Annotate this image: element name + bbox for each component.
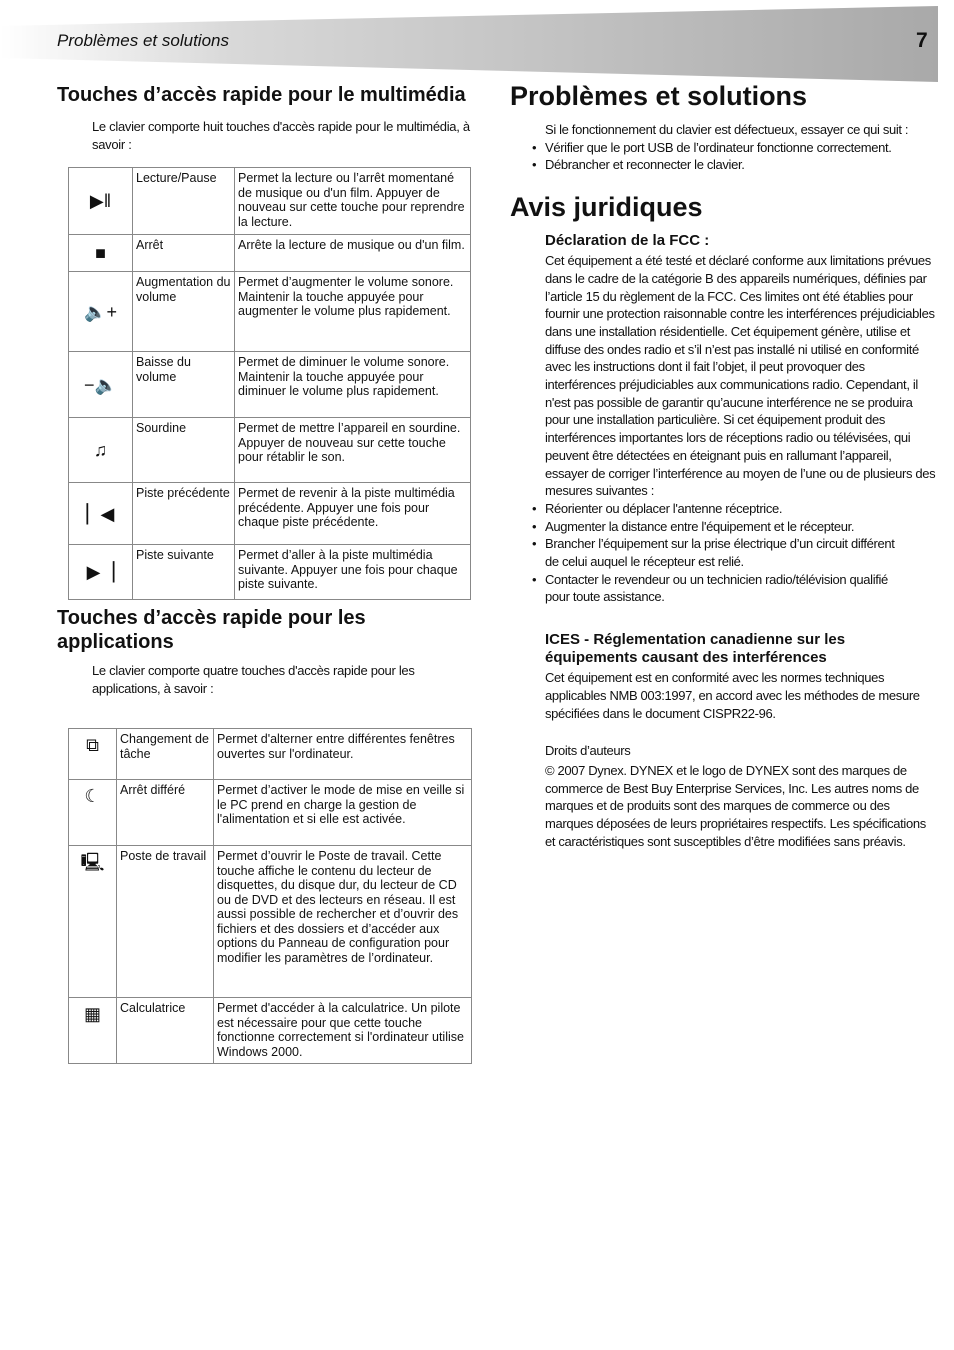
multimedia-keys-table xyxy=(68,167,471,600)
key-description: Permet de mettre l’appareil en sourdine. Appuyer de nouveau sur cette touche pour rétablir le son. xyxy=(235,418,471,483)
copyright-text: © 2007 Dynex. DYNEX et le logo de DYNEX sont des marques de commerce de Best Buy Enterprise Services, Inc. Les autres noms de marques et de produits sont des marques de commerce ou des marques déposées de leurs propriétaires respectifs. Les spécifications et caractéristiques sont susceptibles d’être modifiées sans préavis. xyxy=(545,762,926,849)
key-name: Augmentation du volume xyxy=(133,272,235,352)
left-column xyxy=(57,80,482,1064)
multimedia-key-row xyxy=(69,352,471,418)
key-icon-cell xyxy=(69,272,133,352)
key-name: Piste suivante xyxy=(133,545,235,600)
fcc-measures-list xyxy=(510,500,902,606)
key-description: Permet de revenir à la piste multimédia précédente. Appuyer une fois pour chaque piste précédente. xyxy=(235,483,471,545)
key-name: Changement de tâche xyxy=(117,729,214,780)
problem-list-item: • Vérifier que le port USB de l’ordinateur fonctionne correctement. xyxy=(510,139,935,157)
key-icon-cell xyxy=(69,780,117,846)
previous-track-icon: ▏◀ xyxy=(86,503,115,524)
task-switch-icon: ⧉ xyxy=(86,735,99,755)
key-icon-cell xyxy=(69,545,133,600)
multimedia-intro: Le clavier comporte huit touches d'accès rapide pour le multimédia, à savoir : xyxy=(92,119,470,152)
key-icon-cell xyxy=(69,418,133,483)
legal-heading: Avis juridiques xyxy=(510,192,703,223)
applications-heading: Touches d’accès rapide pour les applications xyxy=(57,607,366,653)
applications-intro: Le clavier comporte quatre touches d'accès rapide pour les applications, à savoir : xyxy=(92,663,415,696)
header-title: Problèmes et solutions xyxy=(57,31,229,50)
key-icon-cell xyxy=(69,352,133,418)
key-description: Permet d'alterner entre différentes fenêtres ouvertes sur l'ordinateur. xyxy=(214,729,472,780)
key-description: Permet d'accéder à la calculatrice. Un pilote est nécessaire pour que cette touche fonctionne correctement si l'ordinateur utilise Windows 2000. xyxy=(214,998,472,1064)
fcc-measure-item: • Contacter le revendeur ou un technicien radio/télévision qualifié pour toute assistance. xyxy=(510,571,902,606)
volume-down-icon: −🔈 xyxy=(84,374,117,395)
ices-title: ICES - Réglementation canadienne sur les équipements causant des interférences xyxy=(545,631,846,667)
fcc-title: Déclaration de la FCC : xyxy=(545,232,710,250)
multimedia-key-row xyxy=(69,418,471,483)
fcc-measure-item: • Réorienter ou déplacer l'antenne réceptrice. xyxy=(510,500,902,518)
key-name: Baisse du volume xyxy=(133,352,235,418)
sleep-moon-icon: ☾ xyxy=(84,786,101,806)
key-name: Sourdine xyxy=(133,418,235,483)
key-name: Lecture/Pause xyxy=(133,168,235,235)
multimedia-key-row xyxy=(69,545,471,600)
key-description: Permet d’activer le mode de mise en veille si le PC prend en charge la gestion de l'alimentation et si elle est activée. xyxy=(214,780,472,846)
mute-icon: ♫ xyxy=(93,440,108,460)
problems-intro: Si le fonctionnement du clavier est défectueux, essayer ce qui suit : xyxy=(545,122,909,137)
stop-icon: ■ xyxy=(95,243,106,263)
key-icon-cell xyxy=(69,168,133,235)
volume-up-icon: 🔈+ xyxy=(84,301,117,322)
key-description: Permet d’aller à la piste multimédia suivante. Appuyer une fois pour chaque piste suivante. xyxy=(235,545,471,600)
key-icon-cell xyxy=(69,846,117,998)
page-number: 7 xyxy=(916,29,928,52)
key-description: Permet d’ouvrir le Poste de travail. Cette touche affiche le contenu du lecteur de disquettes, du disque dur, du lecteur de CD ou de DVD et des lecteurs en réseau. Il est aussi possible de rechercher et d’ouvrir des fichiers et des dossiers et d’accéder aux options du Panneau de configuration pour modifier les paramètres de l’ordinateur. xyxy=(214,846,472,998)
fcc-text: Cet équipement a été testé et déclaré conforme aux limitations prévues dans le cadre de la catégorie B des appareils numériques, définies par l’article 15 du règlement de la FCC. Ces limites ont été établies pour fournir une protection raisonnable contre les interférences préjudiciables dans une installation résidentielle. Cet équipement génère, utilise et diffuse des ondes radio et s’il n’est pas installé ni utilisé en conformité avec les instructions dont il fait l’objet, il peut provoquer des interférences préjudiciables aux communications radio. Cependant, il n'est pas possible de garantir qu’aucune interférence ne se produira pour une installation particulière. Si cet équipement produit des interférences importantes lors de réceptions radio ou télévisées, qui peuvent être détectées en éteignant puis en rallumant l’appareil, essayer de corriger l’interférence au moyen de l’une ou de plusieurs des mesures suivantes : xyxy=(545,253,936,499)
problems-list xyxy=(510,139,935,174)
fcc-measure-item: • Augmenter la distance entre l'équipement et le récepteur. xyxy=(510,518,902,536)
fcc-measure-item: • Brancher l’équipement sur la prise électrique d’un circuit différent de celui auquel le récepteur est relié. xyxy=(510,535,902,570)
key-icon-cell xyxy=(69,998,117,1064)
next-track-icon: ▶▕ xyxy=(86,562,115,582)
multimedia-key-row xyxy=(69,235,471,272)
my-computer-icon: 🖳 xyxy=(80,852,105,872)
multimedia-heading: Touches d’accès rapide pour le multimédia xyxy=(57,84,466,106)
multimedia-key-row xyxy=(69,272,471,352)
key-icon-cell xyxy=(69,235,133,272)
key-icon-cell xyxy=(69,483,133,545)
ices-text: Cet équipement est en conformité avec les normes techniques applicables NMB 003:1997, en accord avec les méthodes de mesure spécifiées dans le document CISPR22-96. xyxy=(545,670,920,721)
right-column xyxy=(510,80,935,851)
application-key-row xyxy=(69,998,472,1064)
key-description: Arrête la lecture de musique ou d'un film. xyxy=(235,235,471,272)
key-description: Permet la lecture ou l’arrêt momentané de musique ou d'un film. Appuyer de nouveau sur cette touche pour reprendre la lecture. xyxy=(235,168,471,235)
key-icon-cell xyxy=(69,729,117,780)
key-description: Permet d’augmenter le volume sonore. Maintenir la touche appuyée pour augmenter le volume plus rapidement. xyxy=(235,272,471,352)
key-name: Calculatrice xyxy=(117,998,214,1064)
application-key-row xyxy=(69,780,472,846)
key-name: Arrêt différé xyxy=(117,780,214,846)
key-name: Poste de travail xyxy=(117,846,214,998)
multimedia-key-row xyxy=(69,168,471,235)
calculator-icon: ▦ xyxy=(83,1004,101,1024)
application-key-row xyxy=(69,846,472,998)
key-description: Permet de diminuer le volume sonore. Maintenir la touche appuyée pour diminuer le volume plus rapidement. xyxy=(235,352,471,418)
applications-keys-table xyxy=(68,728,472,1064)
key-name: Arrêt xyxy=(133,235,235,272)
play-pause-icon: ▶‖ xyxy=(89,191,112,211)
multimedia-key-row xyxy=(69,483,471,545)
application-key-row xyxy=(69,729,472,780)
key-name: Piste précédente xyxy=(133,483,235,545)
problems-heading: Problèmes et solutions xyxy=(510,81,808,111)
page-header xyxy=(0,0,954,84)
copyright-title: Droits d’auteurs xyxy=(545,743,631,759)
problem-list-item: • Débrancher et reconnecter le clavier. xyxy=(510,156,935,174)
